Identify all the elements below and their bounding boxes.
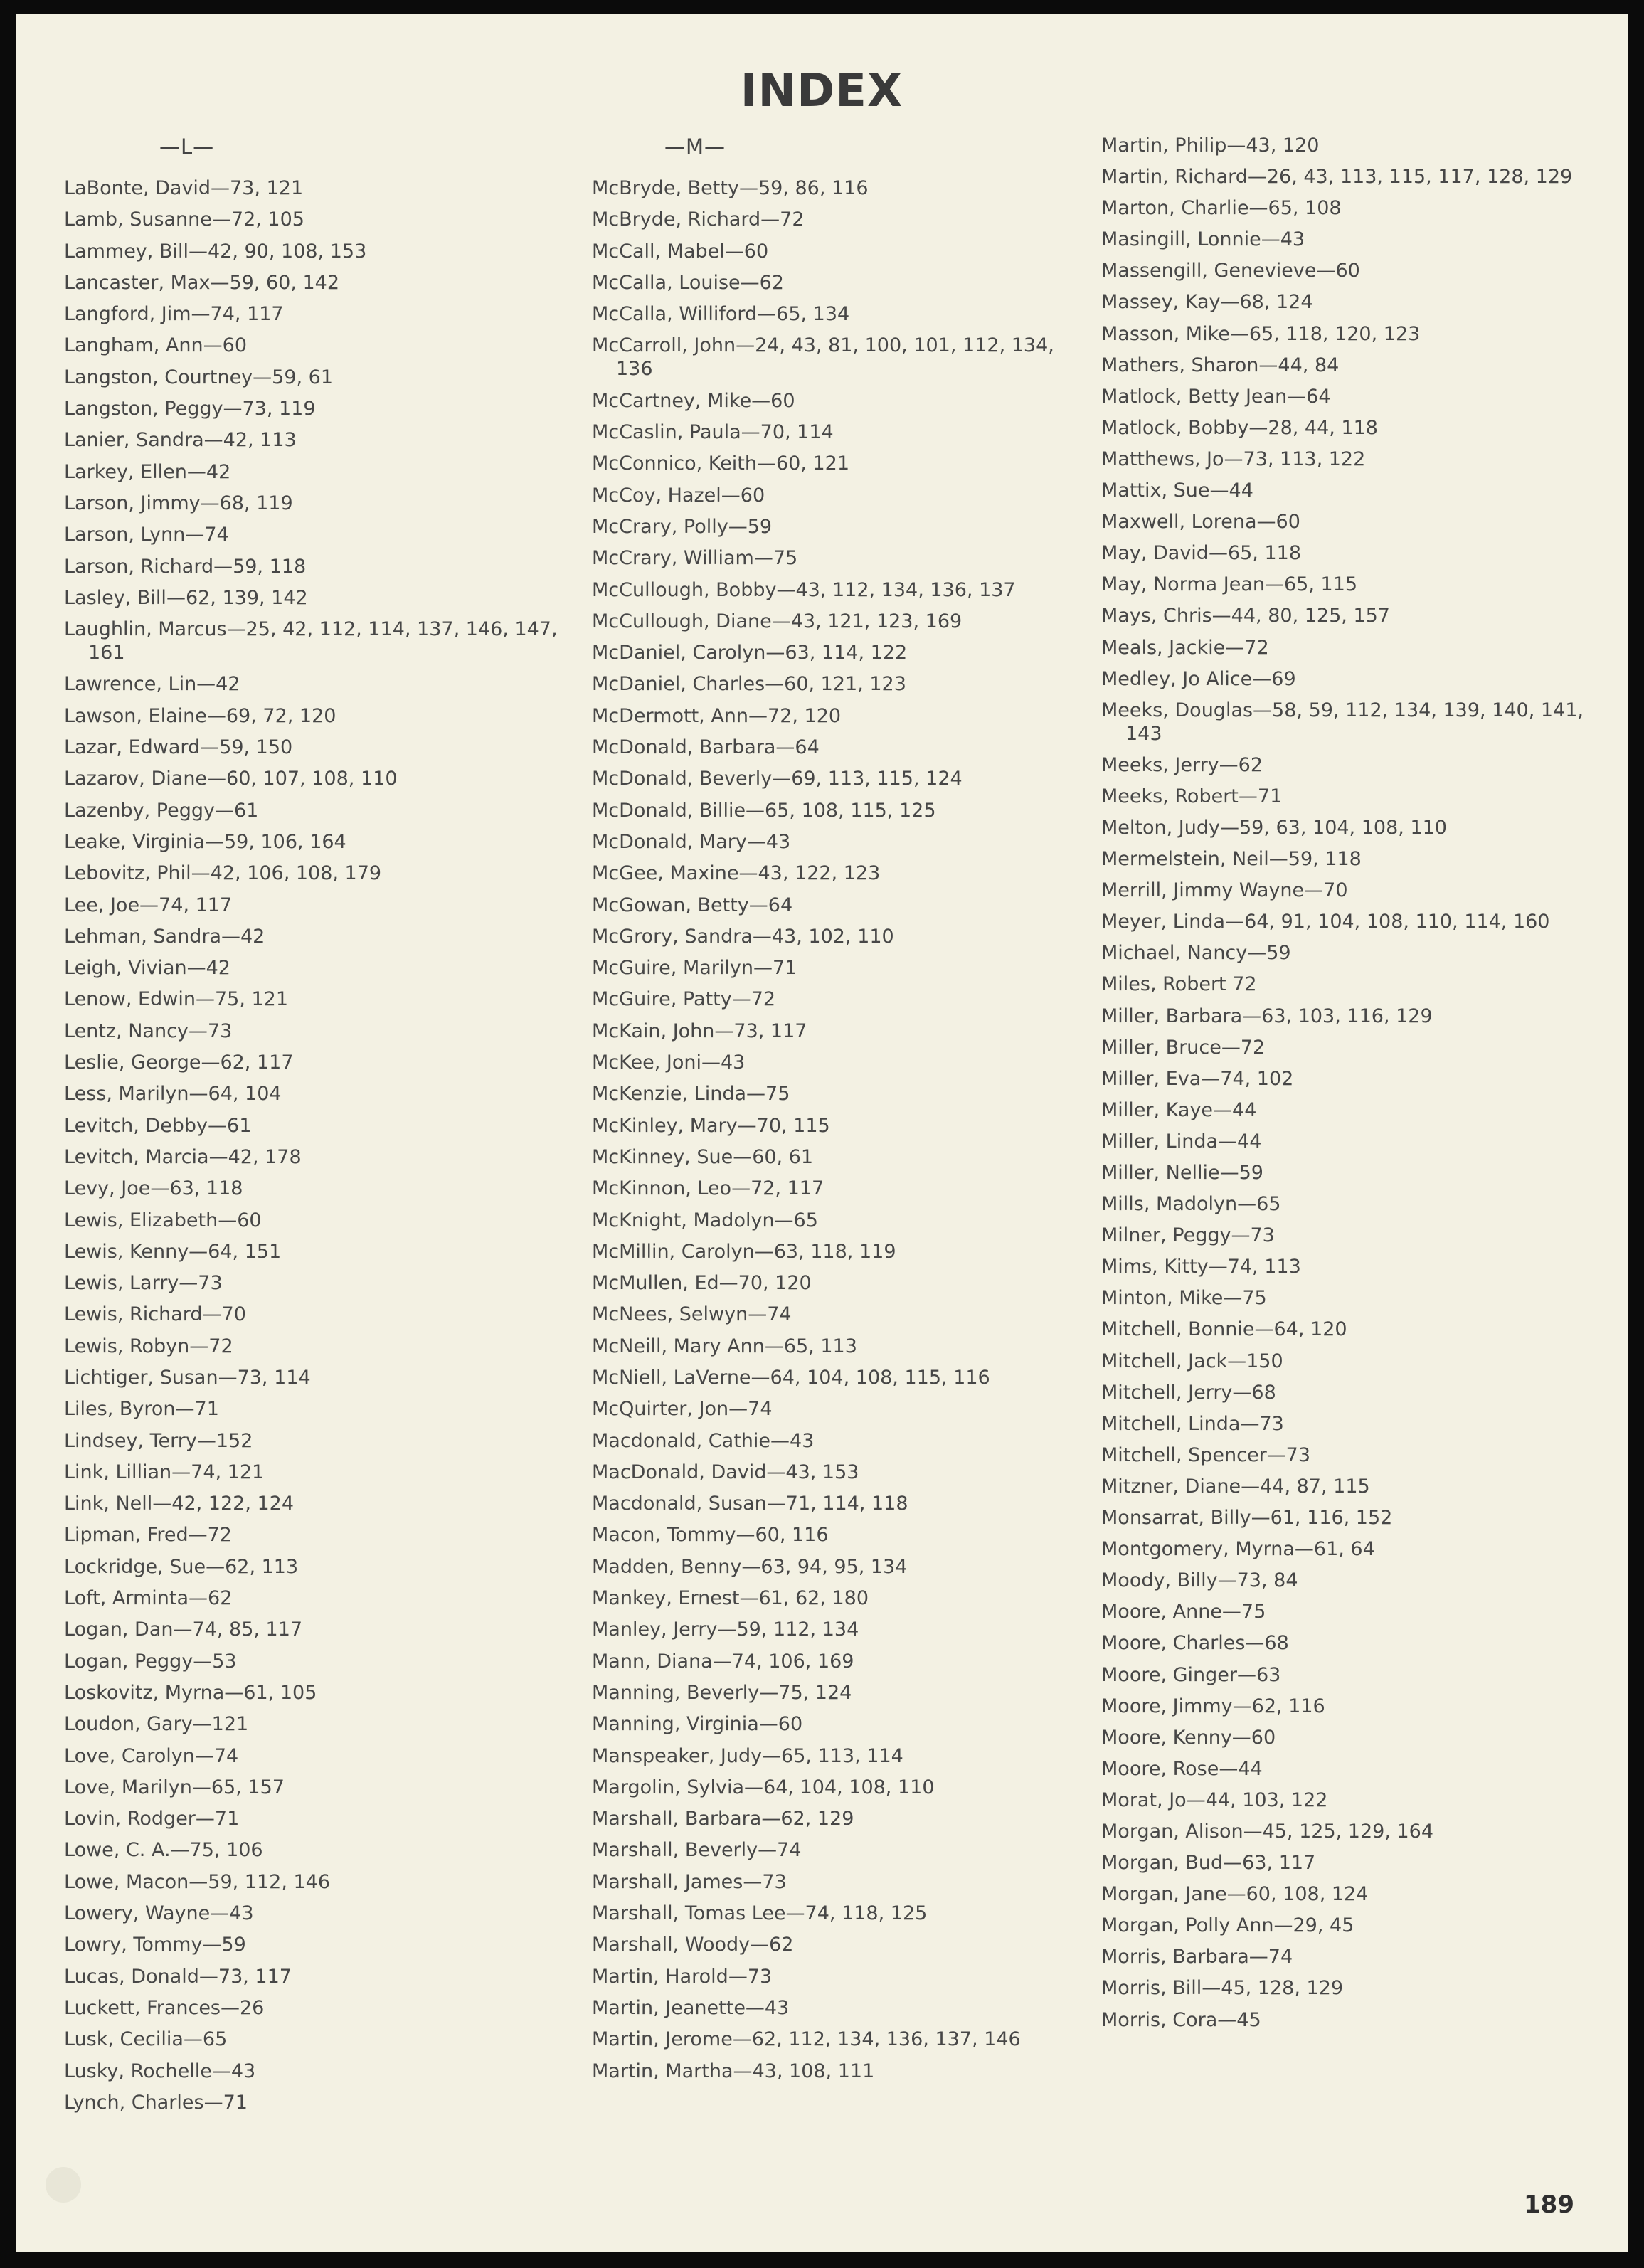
index-entry: Loskovitz, Myrna—61, 105 [64, 1681, 317, 1704]
index-page [16, 14, 1628, 2252]
index-entry: Matlock, Betty Jean—64 [1101, 385, 1331, 408]
index-entry: Macdonald, Cathie—43 [592, 1429, 815, 1452]
index-entry: Massengill, Genevieve—60 [1101, 260, 1360, 282]
section-heading-l: —L— [159, 134, 215, 159]
index-entry: Laughlin, Marcus—25, 42, 112, 114, 137, 146, 147, 161 [64, 618, 564, 664]
index-entry: Milner, Peggy—73 [1101, 1224, 1275, 1247]
index-entry: Mills, Madolyn—65 [1101, 1193, 1281, 1216]
index-entry: Lenow, Edwin—75, 121 [64, 988, 289, 1011]
index-entry: McMullen, Ed—70, 120 [592, 1272, 812, 1295]
index-entry: McGowan, Betty—64 [592, 894, 793, 916]
index-entry: McKinney, Sue—60, 61 [592, 1145, 814, 1168]
index-entry: Lewis, Richard—70 [64, 1303, 246, 1326]
page-stain [46, 2167, 81, 2203]
index-entry: Mathers, Sharon—44, 84 [1101, 354, 1340, 376]
index-entry: LaBonte, David—73, 121 [64, 177, 304, 199]
entry-list-left [64, 176, 576, 2122]
index-entry: McBryde, Betty—59, 86, 116 [592, 177, 869, 199]
index-entry: Lewis, Larry—73 [64, 1272, 223, 1295]
index-entry: McCalla, Williford—65, 134 [592, 303, 850, 326]
index-entry: Moore, Kenny—60 [1101, 1726, 1276, 1749]
index-entry: Langston, Peggy—73, 119 [64, 398, 316, 420]
index-entry: Marshall, Barbara—62, 129 [592, 1808, 854, 1830]
index-entry: Melton, Judy—59, 63, 104, 108, 110 [1101, 816, 1447, 839]
index-entry: McDermott, Ann—72, 120 [592, 704, 842, 727]
index-entry: Medley, Jo Alice—69 [1101, 667, 1296, 690]
index-entry: Martin, Harold—73 [592, 1965, 773, 1988]
index-entry: Lazarov, Diane—60, 107, 108, 110 [64, 768, 398, 790]
index-entry: McCartney, Mike—60 [592, 389, 795, 412]
index-entry: Miller, Barbara—63, 103, 116, 129 [1101, 1005, 1433, 1027]
index-entry: Mitchell, Linda—73 [1101, 1412, 1284, 1435]
index-entry: McNiell, LaVerne—64, 104, 108, 115, 116 [592, 1366, 990, 1389]
index-entry: Lawrence, Lin—42 [64, 673, 240, 696]
index-entry: McKenzie, Linda—75 [592, 1083, 790, 1106]
index-entry: McKinley, Mary—70, 115 [592, 1114, 830, 1137]
index-entry: Mermelstein, Neil—59, 118 [1101, 848, 1362, 871]
index-entry: Meals, Jackie—72 [1101, 636, 1269, 659]
index-entry: Liles, Byron—71 [64, 1398, 219, 1421]
index-entry: Miller, Eva—74, 102 [1101, 1067, 1294, 1090]
index-entry: Leigh, Vivian—42 [64, 957, 230, 980]
index-entry: Mims, Kitty—74, 113 [1101, 1256, 1301, 1278]
index-entry: Larkey, Ellen—42 [64, 460, 231, 483]
index-entry: Link, Lillian—74, 121 [64, 1461, 265, 1483]
index-entry: Lentz, Nancy—73 [64, 1019, 233, 1042]
index-entry: Larson, Jimmy—68, 119 [64, 492, 293, 514]
index-entry: Lovin, Rodger—71 [64, 1808, 240, 1830]
index-entry: Miller, Linda—44 [1101, 1130, 1262, 1152]
index-entry: Moody, Billy—73, 84 [1101, 1569, 1298, 1592]
index-entry: Lasley, Bill—62, 139, 142 [64, 586, 308, 609]
index-entry: Levitch, Marcia—42, 178 [64, 1145, 302, 1168]
index-entry: Langford, Jim—74, 117 [64, 303, 284, 326]
index-entry: Martin, Jeanette—43 [592, 1996, 790, 2019]
index-entry: Lebovitz, Phil—42, 106, 108, 179 [64, 862, 382, 885]
page-number: 189 [1524, 2190, 1574, 2219]
index-entry: Masson, Mike—65, 118, 120, 123 [1101, 322, 1421, 345]
index-entry: Morris, Cora—45 [1101, 2008, 1261, 2031]
index-entry: Marshall, James—73 [592, 1870, 787, 1893]
index-entry: Moore, Charles—68 [1101, 1632, 1289, 1655]
index-entry: Margolin, Sylvia—64, 104, 108, 110 [592, 1776, 935, 1798]
index-entry: Lowe, Macon—59, 112, 146 [64, 1870, 331, 1893]
index-entry: McCrary, William—75 [592, 547, 798, 570]
index-entry: Larson, Richard—59, 118 [64, 555, 307, 578]
index-entry: Matthews, Jo—73, 113, 122 [1101, 447, 1366, 470]
index-entry: Massey, Kay—68, 124 [1101, 291, 1313, 314]
index-entry: McDonald, Billie—65, 108, 115, 125 [592, 799, 936, 822]
index-entry: Luckett, Frances—26 [64, 1996, 265, 2019]
index-entry: Mays, Chris—44, 80, 125, 157 [1101, 605, 1390, 627]
index-entry: Masingill, Lonnie—43 [1101, 228, 1305, 251]
entry-list-right [1101, 134, 1621, 2040]
index-entry: McCrary, Polly—59 [592, 515, 773, 538]
index-entry: Meeks, Jerry—62 [1101, 753, 1263, 776]
index-entry: McCoy, Hazel—60 [592, 484, 765, 507]
page-title: INDEX [740, 65, 903, 117]
index-entry: Langham, Ann—60 [64, 334, 248, 357]
index-entry: Miles, Robert 72 [1101, 973, 1257, 996]
index-entry: Miller, Kaye—44 [1101, 1098, 1257, 1121]
index-entry: Morris, Bill—45, 128, 129 [1101, 1977, 1344, 2000]
index-entry: Meeks, Douglas—58, 59, 112, 134, 139, 140, 141, 143 [1101, 699, 1590, 745]
index-entry: Moore, Rose—44 [1101, 1757, 1263, 1780]
index-entry: Lewis, Robyn—72 [64, 1335, 233, 1357]
index-entry: Link, Nell—42, 122, 124 [64, 1493, 295, 1515]
index-entry: Lawson, Elaine—69, 72, 120 [64, 704, 336, 727]
index-entry: Lanier, Sandra—42, 113 [64, 429, 297, 452]
index-entry: Manley, Jerry—59, 112, 134 [592, 1618, 859, 1641]
index-entry: Lusky, Rochelle—43 [64, 2060, 256, 2082]
index-entry: McCalla, Louise—62 [592, 271, 784, 294]
index-entry: McCaslin, Paula—70, 114 [592, 421, 834, 444]
index-entry: Lucas, Donald—73, 117 [64, 1965, 292, 1988]
index-entry: Lehman, Sandra—42 [64, 925, 265, 948]
index-entry: McKee, Joni—43 [592, 1051, 746, 1074]
index-entry: Meyer, Linda—64, 91, 104, 108, 110, 114, 160 [1101, 911, 1550, 933]
index-entry: Martin, Martha—43, 108, 111 [592, 2060, 875, 2082]
index-entry: McGuire, Patty—72 [592, 988, 776, 1011]
index-entry: Matlock, Bobby—28, 44, 118 [1101, 416, 1378, 439]
index-entry: Mann, Diana—74, 106, 169 [592, 1650, 854, 1673]
index-entry: Logan, Dan—74, 85, 117 [64, 1618, 303, 1641]
index-entry: Mitchell, Bonnie—64, 120 [1101, 1318, 1347, 1341]
index-entry: Morgan, Bud—63, 117 [1101, 1852, 1316, 1875]
index-entry: Michael, Nancy—59 [1101, 942, 1291, 965]
index-entry: McDaniel, Carolyn—63, 114, 122 [592, 642, 908, 664]
index-entry: Mitchell, Spencer—73 [1101, 1443, 1311, 1466]
index-entry: McKinnon, Leo—72, 117 [592, 1177, 824, 1200]
index-entry: May, David—65, 118 [1101, 542, 1301, 565]
index-entry: Mitchell, Jack—150 [1101, 1350, 1283, 1372]
index-entry: McGee, Maxine—43, 122, 123 [592, 862, 881, 885]
index-entry: Macdonald, Susan—71, 114, 118 [592, 1493, 908, 1515]
index-entry: Martin, Jerome—62, 112, 134, 136, 137, 146 [592, 2028, 1021, 2051]
index-entry: Lynch, Charles—71 [64, 2091, 248, 2114]
index-entry: Manning, Virginia—60 [592, 1713, 803, 1736]
index-entry: Levitch, Debby—61 [64, 1114, 252, 1137]
index-entry: Lazar, Edward—59, 150 [64, 736, 293, 759]
index-entry: Langston, Courtney—59, 61 [64, 366, 334, 388]
index-entry: Love, Marilyn—65, 157 [64, 1776, 285, 1798]
index-entry: Morgan, Polly Ann—29, 45 [1101, 1914, 1354, 1937]
index-entry: McDaniel, Charles—60, 121, 123 [592, 673, 906, 696]
index-entry: McConnico, Keith—60, 121 [592, 452, 849, 475]
index-entry: Martin, Richard—26, 43, 113, 115, 117, 128, 129 [1101, 166, 1573, 189]
index-entry: Lewis, Elizabeth—60 [64, 1209, 262, 1231]
index-entry: McBryde, Richard—72 [592, 208, 805, 231]
index-entry: Lusk, Cecilia—65 [64, 2028, 228, 2051]
index-entry: McGrory, Sandra—43, 102, 110 [592, 925, 894, 948]
index-entry: McNees, Selwyn—74 [592, 1303, 792, 1326]
index-entry: Lewis, Kenny—64, 151 [64, 1240, 282, 1263]
index-entry: Morgan, Jane—60, 108, 124 [1101, 1883, 1369, 1906]
index-entry: Mitchell, Jerry—68 [1101, 1381, 1276, 1404]
index-entry: Manspeaker, Judy—65, 113, 114 [592, 1744, 903, 1767]
index-entry: McCarroll, John—24, 43, 81, 100, 101, 112, 134, 136 [592, 334, 1061, 381]
index-entry: McNeill, Mary Ann—65, 113 [592, 1335, 857, 1357]
index-entry: McKnight, Madolyn—65 [592, 1209, 818, 1231]
index-entry: Levy, Joe—63, 118 [64, 1177, 243, 1200]
index-entry: Moore, Ginger—63 [1101, 1663, 1281, 1686]
index-entry: Marshall, Tomas Lee—74, 118, 125 [592, 1902, 928, 1925]
index-entry: Leslie, George—62, 117 [64, 1051, 294, 1074]
index-entry: Lancaster, Max—59, 60, 142 [64, 271, 340, 294]
index-entry: Monsarrat, Billy—61, 116, 152 [1101, 1507, 1393, 1530]
index-entry: Meeks, Robert—71 [1101, 785, 1283, 807]
index-entry: Montgomery, Myrna—61, 64 [1101, 1538, 1375, 1561]
index-entry: Morris, Barbara—74 [1101, 1946, 1293, 1968]
index-entry: Lowry, Tommy—59 [64, 1934, 246, 1956]
index-entry: McKain, John—73, 117 [592, 1019, 807, 1042]
index-entry: Moore, Anne—75 [1101, 1601, 1266, 1623]
index-entry: Lindsey, Terry—152 [64, 1429, 253, 1452]
index-entry: McMillin, Carolyn—63, 118, 119 [592, 1240, 896, 1263]
index-entry: McCall, Mabel—60 [592, 240, 769, 263]
index-entry: Minton, Mike—75 [1101, 1287, 1267, 1310]
entry-list-middle [592, 176, 1090, 2091]
index-entry: Love, Carolyn—74 [64, 1744, 239, 1767]
index-entry: Loft, Arminta—62 [64, 1587, 233, 1610]
index-entry: Lowe, C. A.—75, 106 [64, 1839, 263, 1862]
index-entry: McDonald, Barbara—64 [592, 736, 820, 759]
index-entry: Loudon, Gary—121 [64, 1713, 249, 1736]
index-entry: Lazenby, Peggy—61 [64, 799, 259, 822]
index-entry: McCullough, Bobby—43, 112, 134, 136, 137 [592, 578, 1016, 601]
index-entry: Mankey, Ernest—61, 62, 180 [592, 1587, 869, 1610]
index-entry: Martin, Philip—43, 120 [1101, 134, 1320, 157]
index-entry: Madden, Benny—63, 94, 95, 134 [592, 1555, 908, 1578]
index-entry: Merrill, Jimmy Wayne—70 [1101, 879, 1348, 902]
index-entry: Lowery, Wayne—43 [64, 1902, 254, 1925]
index-entry: Larson, Lynn—74 [64, 524, 229, 546]
index-entry: Mattix, Sue—44 [1101, 479, 1253, 502]
index-entry: Miller, Bruce—72 [1101, 1036, 1266, 1059]
index-entry: Less, Marilyn—64, 104 [64, 1083, 282, 1106]
index-entry: Marshall, Beverly—74 [592, 1839, 802, 1862]
index-entry: Logan, Peggy—53 [64, 1650, 237, 1673]
index-entry: McCullough, Diane—43, 121, 123, 169 [592, 610, 962, 632]
index-entry: May, Norma Jean—65, 115 [1101, 573, 1358, 596]
index-entry: Marshall, Woody—62 [592, 1934, 794, 1956]
index-entry: Leake, Virginia—59, 106, 164 [64, 830, 346, 853]
index-entry: Lamb, Susanne—72, 105 [64, 208, 304, 231]
index-entry: McGuire, Marilyn—71 [592, 957, 797, 980]
section-heading-m: —M— [664, 134, 726, 159]
index-entry: McDonald, Beverly—69, 113, 115, 124 [592, 768, 962, 790]
index-entry: Lockridge, Sue—62, 113 [64, 1555, 299, 1578]
index-entry: Lipman, Fred—72 [64, 1524, 232, 1547]
index-entry: Mitzner, Diane—44, 87, 115 [1101, 1475, 1370, 1498]
index-entry: Lee, Joe—74, 117 [64, 894, 233, 916]
index-entry: Lichtiger, Susan—73, 114 [64, 1366, 311, 1389]
index-entry: Marton, Charlie—65, 108 [1101, 197, 1342, 220]
index-entry: Moore, Jimmy—62, 116 [1101, 1695, 1325, 1717]
index-entry: Morgan, Alison—45, 125, 129, 164 [1101, 1820, 1434, 1843]
index-entry: Maxwell, Lorena—60 [1101, 511, 1300, 534]
index-entry: Miller, Nellie—59 [1101, 1162, 1263, 1184]
index-entry: Lammey, Bill—42, 90, 108, 153 [64, 240, 367, 263]
index-entry: Morat, Jo—44, 103, 122 [1101, 1789, 1328, 1811]
index-entry: McQuirter, Jon—74 [592, 1398, 773, 1421]
index-entry: MacDonald, David—43, 153 [592, 1461, 859, 1483]
index-entry: McDonald, Mary—43 [592, 830, 791, 853]
index-entry: Manning, Beverly—75, 124 [592, 1681, 852, 1704]
index-entry: Macon, Tommy—60, 116 [592, 1524, 829, 1547]
